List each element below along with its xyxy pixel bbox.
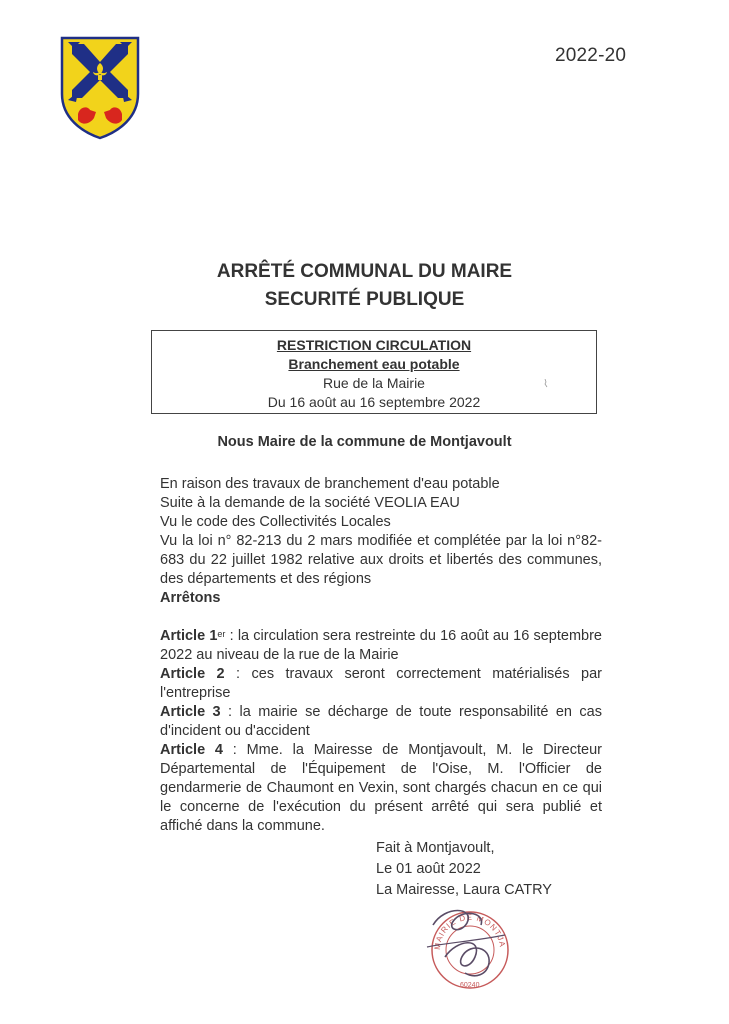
traffic-restriction-box <box>151 330 597 414</box>
stamp-postcode: 60240 <box>460 982 480 989</box>
article-3-label: Article 3 <box>160 704 221 720</box>
consideration-3: Vu le code des Collectivités Locales <box>160 514 391 530</box>
restriction-period: Du 16 août au 16 septembre 2022 <box>267 394 481 410</box>
signing-place: Fait à Montjavoult, <box>376 840 495 856</box>
consideration-2: Suite à la demande de la société VEOLIA EAU <box>160 495 460 511</box>
article-1-text: : la circulation sera restreinte du 16 août au 16 septembre 2022 au niveau de la rue de la Mairie <box>160 628 602 663</box>
decree-reference-number: 2022-20 <box>555 45 627 66</box>
coat-of-arms-icon <box>60 36 140 140</box>
title-line-2: SECURITÉ PUBLIQUE <box>264 289 465 310</box>
article-3-text: : la mairie se décharge de toute responsabilité en cas d'incident ou d'accident <box>160 704 602 739</box>
article-1-ordinal: er <box>217 629 226 639</box>
decision-word: Arrêtons <box>160 590 221 606</box>
consideration-4: Vu la loi n° 82-213 du 2 mars modifiée et complétée par la loi n°82-683 du 22 juillet 1982 relative aux droits et libertés des communes, des départements et des régions <box>160 533 602 587</box>
issuing-authority: Nous Maire de la commune de Montjavoult <box>217 434 512 450</box>
decree-title <box>0 258 729 314</box>
mayor-stamp-icon <box>405 895 535 995</box>
consideration-1: En raison des travaux de branchement d'eau potable <box>160 476 500 492</box>
article-4 <box>160 741 602 836</box>
restriction-location: Rue de la Mairie <box>323 375 425 391</box>
title-line-1: ARRÊTÉ COMMUNAL DU MAIRE <box>216 261 513 282</box>
restriction-heading: RESTRICTION CIRCULATION <box>276 337 472 353</box>
article-3 <box>160 703 602 741</box>
signatory-name: La Mairesse, Laura CATRY <box>376 882 552 898</box>
article-4-text: : Mme. la Mairesse de Montjavoult, M. le Directeur Départemental de l'Équipement de l'Oise, M. l'Officier de gendarmerie de Chaumont en Vexin, sont chargés chacun en ce qui le concerne de l'exécution du présent arrêté qui sera publié et affiché dans la commune. <box>160 742 602 834</box>
article-1-label: Article 1 <box>160 628 218 644</box>
decree-body <box>160 475 602 836</box>
article-2-label: Article 2 <box>160 666 225 682</box>
signature-block <box>376 838 552 901</box>
signing-date: Le 01 août 2022 <box>376 861 481 877</box>
article-1 <box>160 627 602 665</box>
article-4-label: Article 4 <box>160 742 223 758</box>
article-2 <box>160 665 602 703</box>
restriction-subheading: Branchement eau potable <box>288 356 460 372</box>
scan-speck-icon <box>544 379 548 388</box>
article-2-text: : ces travaux seront correctement matérialisés par l'entreprise <box>160 666 602 701</box>
stamp-ring-text: MAIRIE DE MONTJA <box>432 912 507 951</box>
